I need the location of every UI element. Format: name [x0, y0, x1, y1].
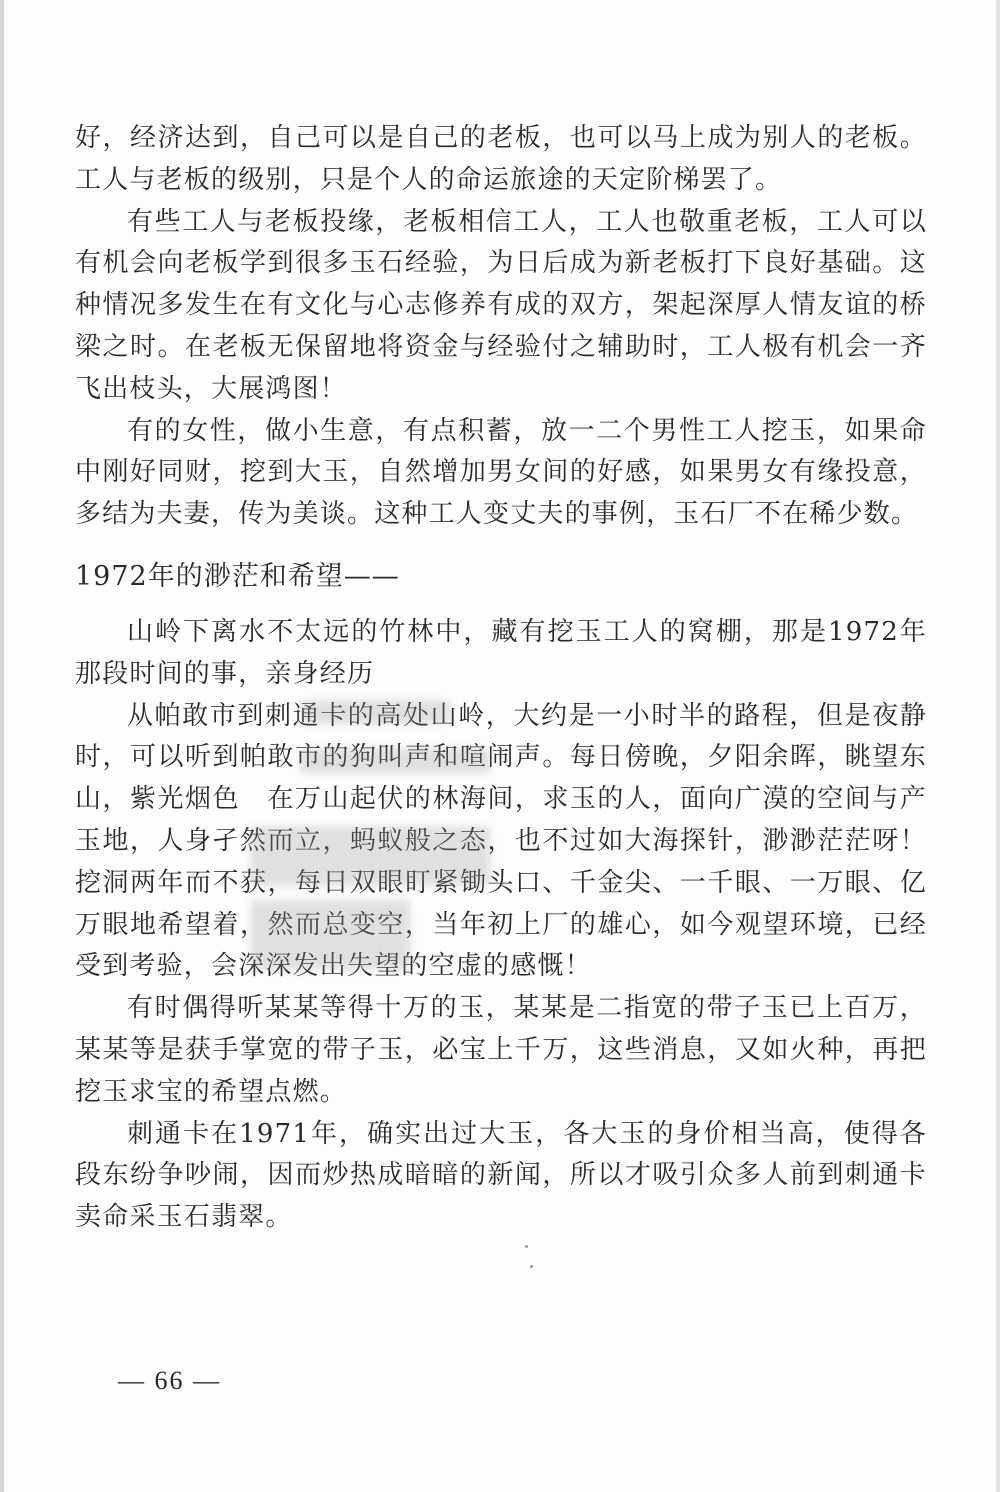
scan-smudge: [250, 900, 410, 970]
paragraph: 有的女性，做小生意，有点积蓄，放一二个男性工人挖玉，如果命中刚好同财，挖到大玉，自然增加男女间的好感，如果男女有缘投意，多结为夫妻，传为美谈。这种工人变丈夫的事例，玉石厂不在稀少数。: [75, 415, 927, 530]
paragraph: 从帕敢市到刺通卡的高处山岭，大约是一小时半的路程，但是夜静时，可以听到帕敢市的狗叫声和喧闹声。每日傍晚，夕阳余晖，眺望东山，紫光烟色 在万山起伏的林海间，求玉的人，面向广漠的空间与产玉地，人身孑然而立，蚂蚁般之态，也不过如大海探针，渺渺茫茫呀！挖洞两年而不获，每日双眼盯紧锄头口、千金尖、一千眼、一万眼、亿万眼地希望着，然而总变空，当年初上厂的雄心，如今观望环境，已经受到考验，会深深发出失望的空虚的感慨！: [75, 700, 927, 982]
scan-edge-left: [0, 0, 4, 1492]
scan-smudge: [300, 700, 450, 724]
scan-edge-right: [996, 0, 1000, 1492]
scan-speck: [530, 1265, 533, 1268]
scan-smudge: [250, 826, 490, 886]
paragraph-continued: 好，经济达到，自己可以是自己的老板，也可以马上成为别人的老板。工人与老板的级别，只是个人的命运旅途的天定阶梯罢了。: [75, 123, 927, 195]
paragraph: 有时偶得听某某等得十万的玉，某某是二指宽的带子玉已上百万，某某等是获手掌宽的带子玉，必宝上千万，这些消息，又如火种，再把挖玉求宝的希望点燃。: [75, 993, 927, 1107]
page-number: — 66 —: [118, 1366, 221, 1395]
scan-smudge: [300, 748, 490, 774]
paragraph: 山岭下离水不太远的竹林中，藏有挖玉工人的窝棚，那是1972年那段时间的事，亲身经历: [75, 616, 927, 689]
paragraph: 刺通卡在1971年，确实出过大玉，各大玉的身价相当高，使得各段东纷争吵闹，因而炒热成暗暗的新闻，所以才吸引众多人前到刺通卡卖命采玉石翡翠。: [75, 1118, 927, 1233]
section-heading: 1972年的渺茫和希望——: [75, 560, 400, 592]
scan-speck: [525, 1245, 528, 1248]
page-body: [75, 118, 927, 1239]
paragraph: 有些工人与老板投缘，老板相信工人，工人也敬重老板，工人可以有机会向老板学到很多玉石经验，为日后成为新老板打下良好基础。这种情况多发生在有文化与心志修养有成的双方，架起深厚人情友谊的桥梁之时。在老板无保留地将资金与经验付之辅助时，工人极有机会一齐飞出枝头，大展鸿图！: [75, 206, 927, 404]
